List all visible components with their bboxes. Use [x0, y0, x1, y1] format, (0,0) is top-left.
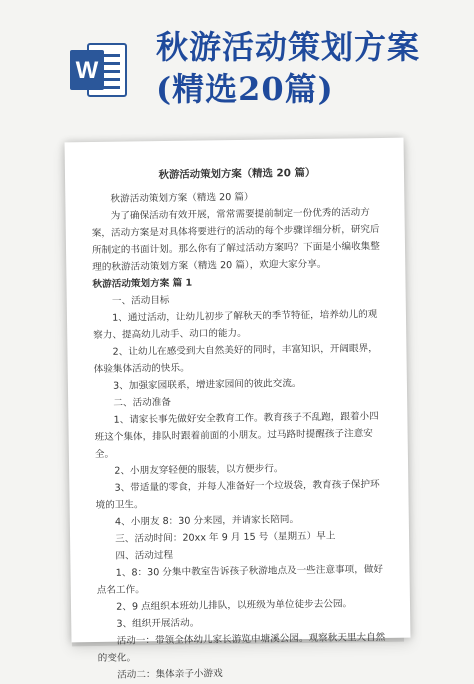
paragraph: 二、活动准备	[113, 396, 171, 409]
paragraph: 秋游活动策划方案（精选 20 篇）	[110, 191, 254, 205]
document-title: 秋游活动策划方案（精选 20 篇）	[158, 166, 316, 182]
paragraph: 3、带适量的零食，并每人准备好一个垃圾袋，教育孩子保护环境的卫生。	[95, 479, 380, 511]
paragraph: 一、活动目标	[111, 294, 170, 307]
paragraph: 活动一：带领全体幼儿家长游览中塘溪公园。观察秋天里大自然的变化。	[97, 631, 386, 664]
paragraph: 为了确保活动有效开展，常常需要提前制定一份优秀的活动方案，活动方案是对具体将要进行的活动的每个步骤详细分析，研究后所制定的书面计划。那么你有了解过活动方案吗？下面是小编收集整理的秋游活动策划方案（精选 20 篇），欢迎大家分享。	[91, 207, 380, 274]
banner-title-line-2: (精选20篇)	[156, 70, 334, 108]
banner-title	[156, 26, 466, 110]
document-page	[65, 138, 411, 681]
section-heading: 秋游活动策划方案 篇 1	[92, 277, 193, 291]
paragraph: 三、活动时间：20xx 年 9 月 15 号（星期五）早上	[115, 530, 336, 545]
word-document-icon	[66, 38, 130, 102]
paragraph: 四、活动过程	[115, 549, 174, 562]
banner-title-line-1: 秋游活动策划方案	[156, 28, 421, 66]
paragraph: 1、8：30 分集中教室告诉孩子秋游地点及一些注意事项，做好点名工作。	[96, 563, 384, 596]
paragraph: 2、9 点组织本班幼儿排队，以班级为单位徒步去公园。	[116, 598, 353, 613]
paragraph: 3、组织开展活动。	[116, 617, 200, 630]
document-paragraphs	[91, 187, 390, 684]
word-icon-letter: W	[75, 57, 99, 84]
paragraph: 3、加强家园联系，增进家园间的彼此交流。	[113, 378, 302, 392]
paragraph: 1、请家长事先做好安全教育工作。教育孩子不乱跑，跟着小四班这个集体，排队时跟着前面的小朋友。过马路时提醒孩子注意安全。	[94, 411, 379, 460]
header-banner	[0, 0, 474, 160]
paragraph: 1、通过活动，让幼儿初步了解秋天的季节特征，培养幼儿的观察力、提高幼儿动手、动口的能力。	[93, 309, 378, 342]
paragraph: 活动二：集体亲子小游戏	[117, 668, 223, 681]
document-body	[91, 164, 390, 684]
paragraph: 4、小朋友 8：30 分来园，并请家长陪同。	[114, 514, 300, 528]
paragraph: 2、小朋友穿轻便的服装，以方便步行。	[114, 463, 284, 477]
paragraph: 2、让幼儿在感受到大自然美好的同时，丰富知识，开阔眼界，体验集体活动的快乐。	[93, 343, 378, 376]
